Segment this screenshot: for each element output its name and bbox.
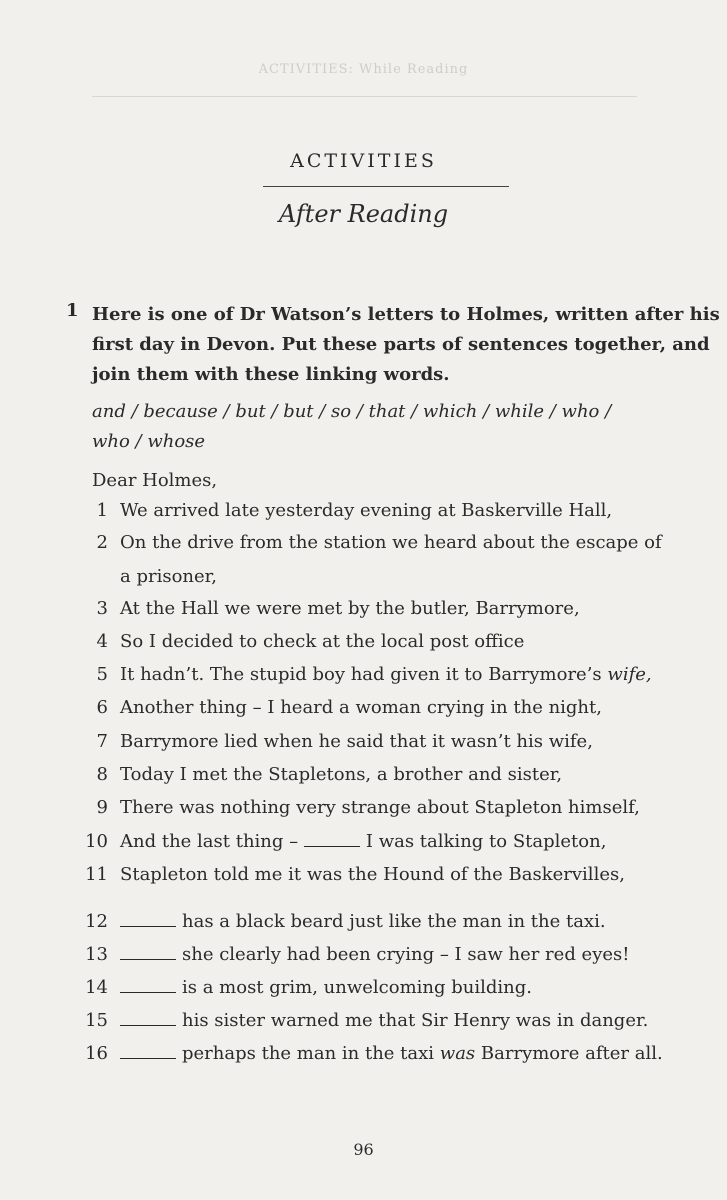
item-text-italic: wife, (607, 664, 652, 685)
item-text-post: Barrymore after all. (480, 1043, 663, 1064)
sentence-part (0, 664, 727, 694)
section-subtitle: After Reading (278, 200, 449, 228)
item-text (120, 1010, 648, 1031)
page-number: 96 (353, 1140, 374, 1159)
question-instructions (92, 300, 720, 390)
sentence-part (0, 500, 727, 530)
item-text-italic: was (439, 1043, 476, 1064)
letter-greeting: Dear Holmes, (92, 470, 218, 491)
section-title: ACTIVITIES (290, 150, 437, 172)
item-text: a prisoner, (120, 566, 218, 587)
instruction-line: join them with these linking words. (92, 364, 450, 385)
item-number: 14 (85, 977, 108, 998)
item-text-main: she clearly had been crying – I saw her red eyes! (182, 944, 630, 965)
title-divider (263, 186, 509, 187)
answer-blank (120, 1011, 176, 1026)
item-text: Barrymore lied when he said that it wasn’t his wife, (120, 731, 593, 752)
item-text: Today I met the Stapletons, a brother and sister, (120, 764, 563, 785)
sentence-part (0, 731, 727, 761)
item-number: 2 (96, 532, 108, 553)
sentence-ending (0, 1043, 727, 1073)
item-text (120, 944, 630, 965)
item-number: 16 (85, 1043, 108, 1064)
item-text: There was nothing very strange about Stapleton himself, (120, 797, 640, 818)
item-text (120, 911, 606, 932)
answer-blank (304, 832, 360, 847)
sentence-part-continued (0, 566, 727, 596)
item-text-pre: And the last thing – (120, 831, 299, 852)
item-text: So I decided to check at the local post office (120, 631, 525, 652)
item-number: 8 (96, 764, 108, 785)
sentence-ending (0, 944, 727, 974)
item-number: 9 (96, 797, 108, 818)
item-text: Stapleton told me it was the Hound of the Baskervilles, (120, 864, 625, 885)
question-number: 1 (66, 300, 79, 321)
running-head: ACTIVITIES: While Reading (258, 62, 469, 77)
item-text-main: It hadn’t. The stupid boy had given it to Barrymore’s (120, 664, 602, 685)
sentence-part (0, 697, 727, 727)
header-divider (92, 96, 637, 97)
answer-blank (120, 978, 176, 993)
item-number: 3 (96, 598, 108, 619)
item-number: 10 (85, 831, 108, 852)
item-text-main: his sister warned me that Sir Henry was in danger. (182, 1010, 649, 1031)
item-text: Another thing – I heard a woman crying in the night, (120, 697, 602, 718)
sentence-part (0, 598, 727, 628)
item-text: On the drive from the station we heard about the escape of (120, 532, 662, 553)
linking-words (92, 397, 692, 457)
item-number: 15 (85, 1010, 108, 1031)
sentence-part (0, 797, 727, 827)
sentence-part (0, 864, 727, 894)
linking-words-line: who / whose (92, 431, 206, 452)
answer-blank (120, 1044, 176, 1059)
item-text-main: is a most grim, unwelcoming building. (182, 977, 532, 998)
item-text: At the Hall we were met by the butler, Barrymore, (120, 598, 580, 619)
item-text (120, 1043, 663, 1064)
item-text (120, 664, 652, 685)
item-number: 4 (96, 631, 108, 652)
item-text-main: perhaps the man in the taxi (182, 1043, 435, 1064)
instruction-line: Here is one of Dr Watson’s letters to Holmes, written after his (92, 304, 720, 325)
item-text: We arrived late yesterday evening at Baskerville Hall, (120, 500, 613, 521)
linking-words-line: and / because / but / but / so / that / which / while / who / (92, 401, 612, 422)
item-number: 13 (85, 944, 108, 965)
item-number: 12 (85, 911, 108, 932)
sentence-ending (0, 977, 727, 1007)
sentence-part (0, 631, 727, 661)
answer-blank (120, 912, 176, 927)
item-number: 6 (96, 697, 108, 718)
item-number: 7 (96, 731, 108, 752)
item-number: 1 (96, 500, 108, 521)
item-text-main: I was talking to Stapleton, (365, 831, 607, 852)
item-text-main: has a black beard just like the man in the taxi. (182, 911, 606, 932)
sentence-part (0, 764, 727, 794)
item-text (120, 831, 606, 852)
item-number: 11 (85, 864, 108, 885)
sentence-ending (0, 911, 727, 941)
item-number: 5 (96, 664, 108, 685)
sentence-part (0, 831, 727, 861)
sentence-part (0, 532, 727, 562)
instruction-line: first day in Devon. Put these parts of sentences together, and (92, 334, 710, 355)
item-text (120, 977, 532, 998)
sentence-ending (0, 1010, 727, 1040)
answer-blank (120, 945, 176, 960)
